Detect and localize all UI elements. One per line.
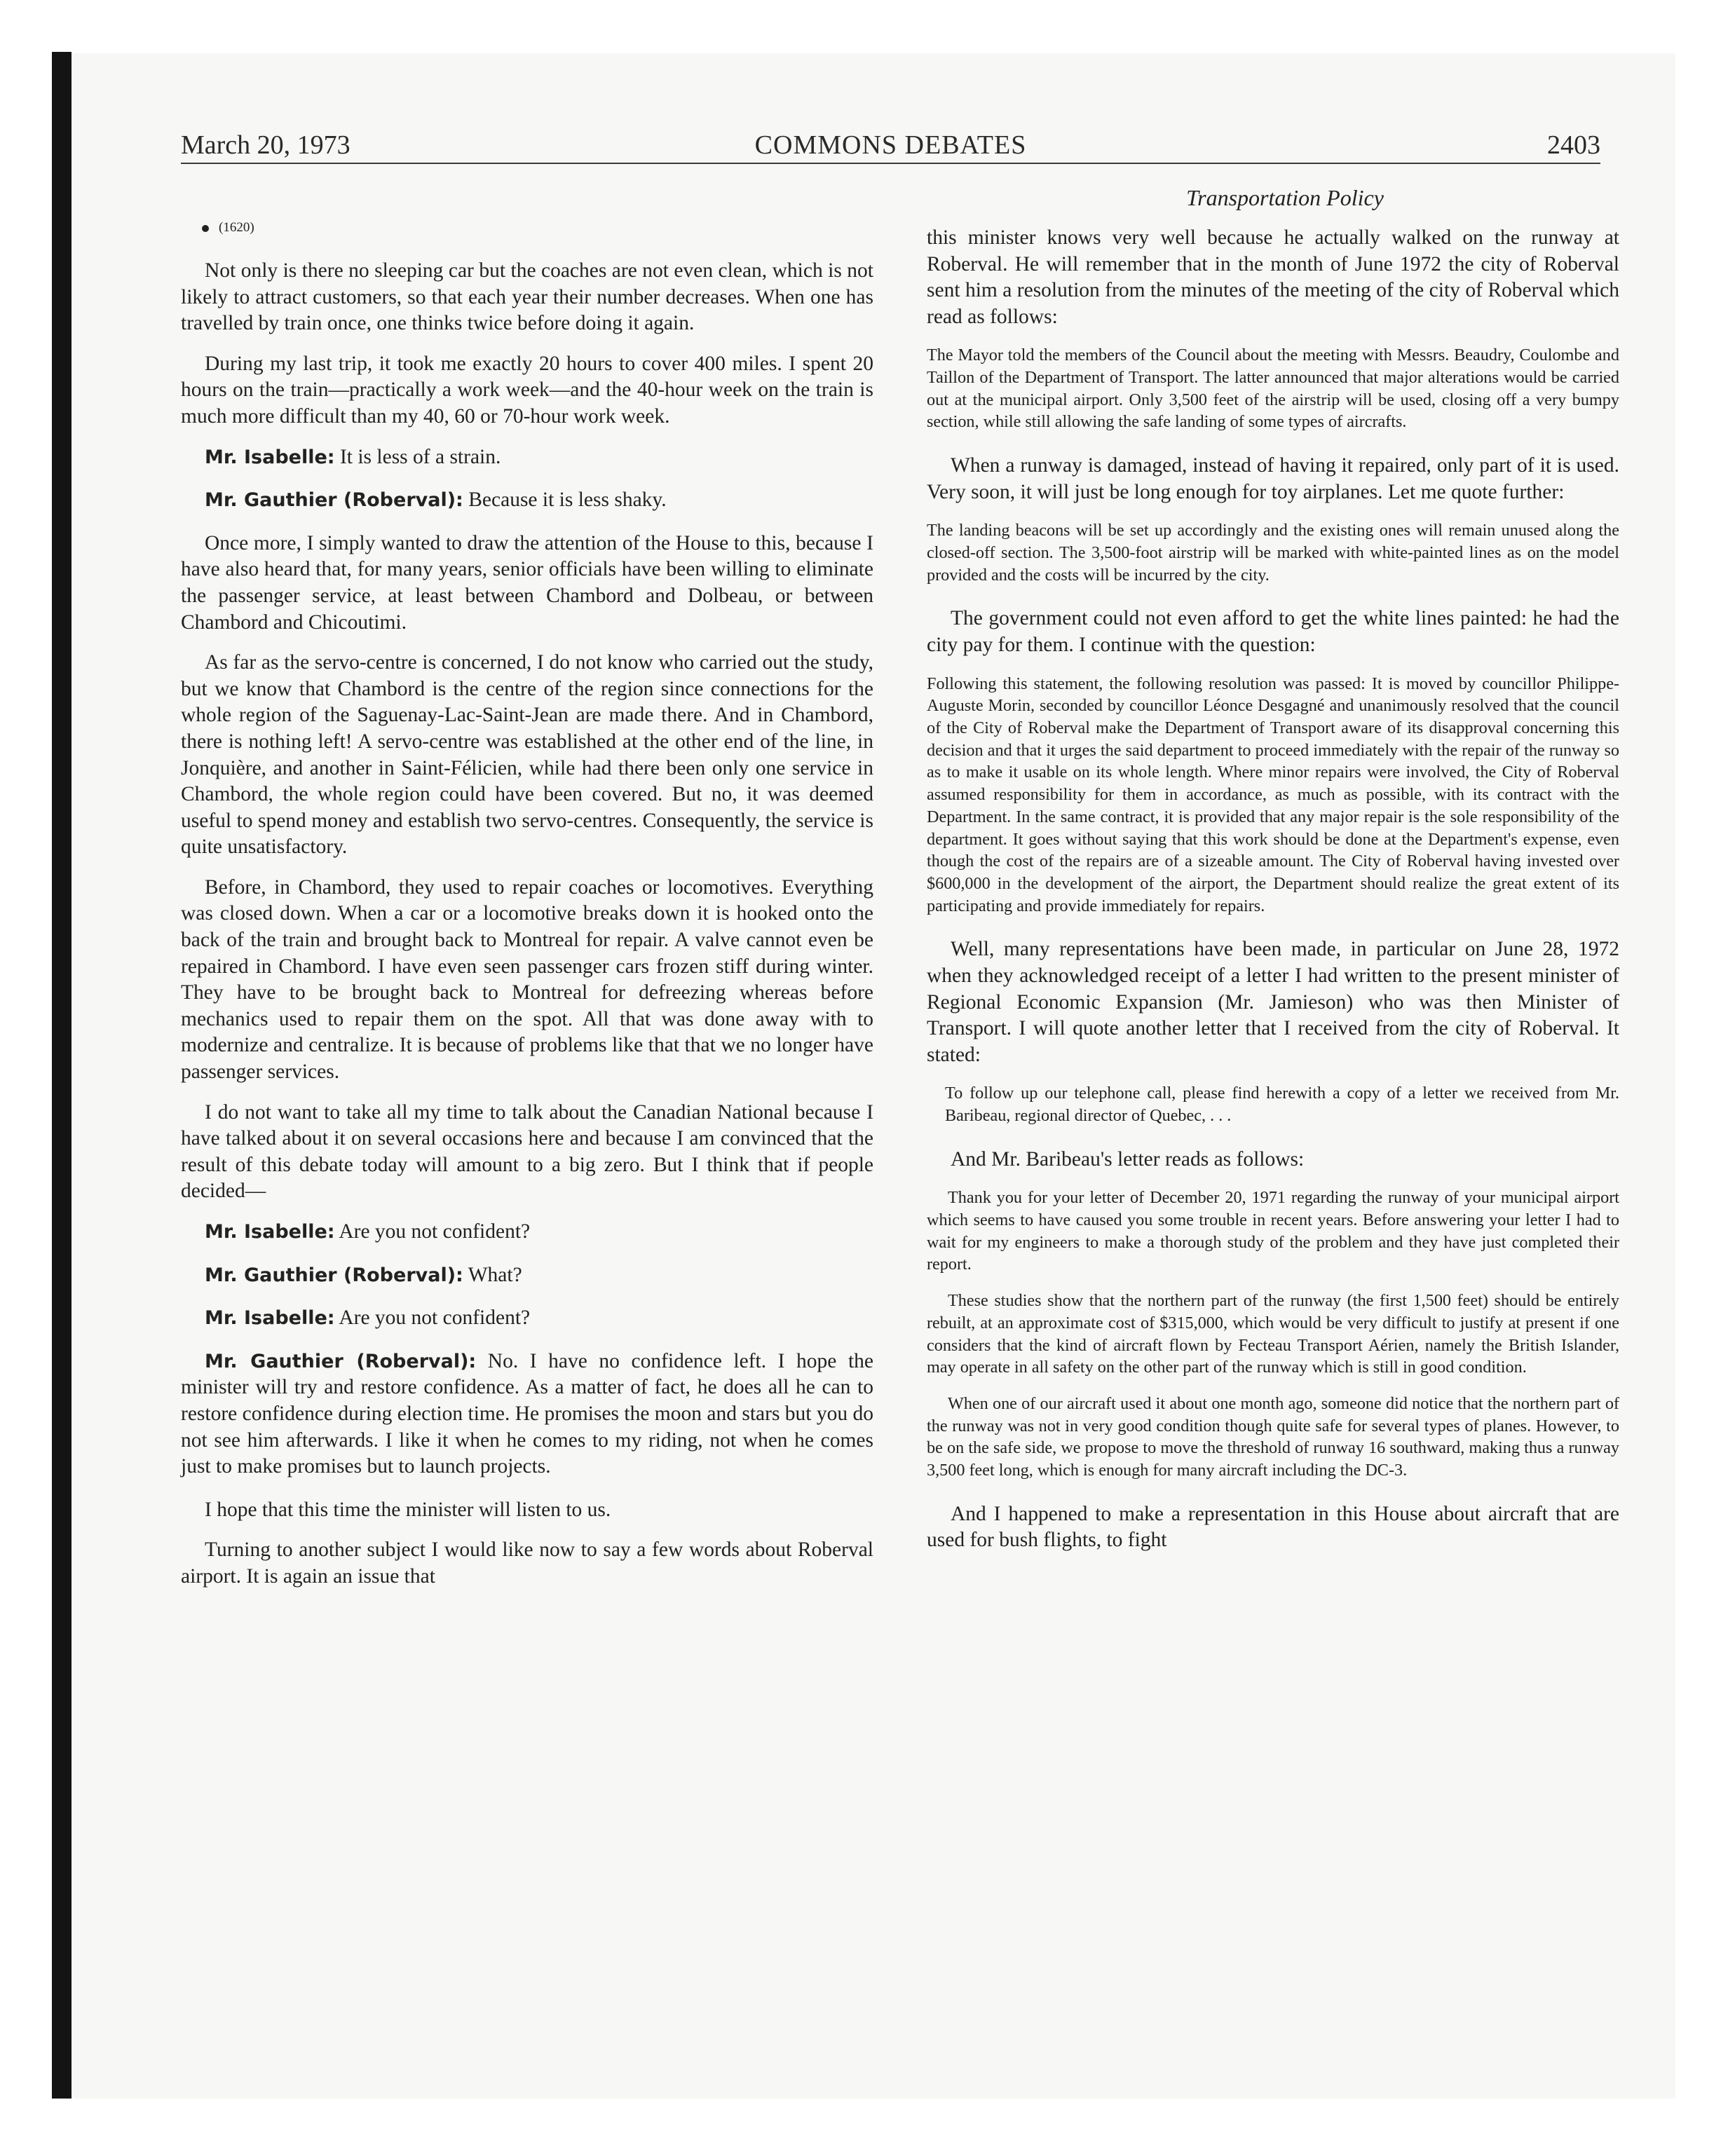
paragraph: Before, in Chambord, they used to repair coaches or locomotives. Everything was closed down. When a car or a locomotive breaks down it is hooked onto the back of the train and brought back to Montreal for repair. A valve cannot even be repaired in Chambord. I have even seen passenger cars frozen stiff during winter. They have to be brought back to Montreal for defreezing whereas before mechanics used to repair them on the spot. All that was done away with to modernize and centralize. It is because of problems like that that we no longer have passenger services.: [181, 875, 873, 1084]
quote-text: The Mayor told the members of the Council about the meeting with Messrs. Beaudry, Coulombe and Taillon of the Department of Transport. The latter announced that major alterations would be carried out at the municipal airport. Only 3,500 feet of the airstrip will be used, closing off a very bumpy section, while still allowing the safe landing of some types of aircrafts.: [927, 346, 1619, 432]
block-quote: [927, 344, 1619, 433]
interjection: [181, 1349, 873, 1480]
interjection: [181, 1262, 873, 1289]
header-rule: [181, 163, 1600, 164]
paragraph: And Mr. Baribeau's letter reads as follows:: [951, 1147, 1305, 1171]
paragraph: The government could not even afford to get the white lines painted: he had the city pay for them. I continue with the question:: [927, 607, 1619, 657]
paragraph: And I happened to make a representation in this House about aircraft that are used for bush flights, to fight: [927, 1502, 1619, 1552]
speech-text: What?: [463, 1263, 522, 1286]
quote-text: Thank you for your letter of December 20, 1971 regarding the runway of your municipal airport which seems to have caused you some trouble in recent years. Before answering your letter I had to wait for my engineers to make a thorough study of the problem and they have just completed their report.: [927, 1188, 1619, 1274]
block-quote: [945, 1082, 1619, 1126]
interjection: [181, 444, 873, 471]
bullet-icon: [202, 225, 209, 232]
speaker-name: Mr. Isabelle:: [205, 1221, 335, 1243]
paragraph: I do not want to take all my time to talk about the Canadian National because I have talked about it on several occasions here and because I am convinced that the result of this debate today will amount to a big zero. But I think that if people decided—: [181, 1100, 873, 1203]
interjection: [181, 487, 873, 514]
speaker-name: Mr. Gauthier (Roberval):: [205, 1264, 463, 1286]
section-title: Transportation Policy: [1186, 185, 1384, 210]
header-date: March 20, 1973: [181, 130, 351, 160]
quote-text: The landing beacons will be set up accordingly and the existing ones will remain unused along the closed-off section. The 3,500-foot airstrip will be marked with white-painted lines as on the model provided and the costs will be incurred by the city.: [927, 521, 1619, 585]
interjection: [181, 1219, 873, 1246]
paragraph: Not only is there no sleeping car but the coaches are not even clean, which is not likely to attract customers, so that each year their number decreases. When one has travelled by train once, one thinks twice before doing it again.: [181, 259, 873, 335]
quote-text: These studies show that the northern part of the runway (the first 1,500 feet) should be entirely rebuilt, at an approximate cost of $315,000, which would be very difficult to justify at present if one considers that the kind of aircraft flown by Fecteau Transport Aérien, namely the British Islander, may operate in all safety on the other part of the runway which is still in good condition.: [927, 1291, 1619, 1377]
paragraph: When a runway is damaged, instead of having it repaired, only part of it is used. Very soon, it will just be long enough for toy airplanes. Let me quote further:: [927, 454, 1619, 503]
paragraph: Well, many representations have been made, in particular on June 28, 1972 when they acknowledged receipt of a letter I had written to the present minister of Regional Economic Expansion (Mr. Jamieson) who was then Minister of Transport. I will quote another letter that I received from the city of Roberval. It stated:: [927, 938, 1619, 1066]
paragraph: Turning to another subject I would like now to say a few words about Roberval airport. It is again an issue that: [181, 1538, 873, 1588]
quote-text: Following this statement, the following resolution was passed: It is moved by councillor Philippe-Auguste Morin, seconded by councillor Léonce Desgagné and unanimously resolved that the council of the City of Roberval make the Department of Transport aware of its disapproval concerning this decision and that it urges the said department to proceed immediately with the repair of the runway so as to make it usable on its whole length. Where minor repairs were involved, the City of Roberval assumed responsibility for them in accordance, as much as possible, with its contract with the Department. In the same contract, it is provided that any major repair is the sole responsibility of the department. It goes without saying that this work should be done at the Department's expense, even though the cost of the repairs are of a sizeable amount. The City of Roberval having invested over $600,000 in the development of the airport, the Department should realize the great extent of its participating and provide immediately for repairs.: [927, 674, 1619, 915]
time-marker: [202, 219, 873, 237]
speaker-name: Mr. Gauthier (Roberval):: [205, 1350, 477, 1372]
paragraph: I hope that this time the minister will listen to us.: [205, 1498, 611, 1521]
speech-text: It is less of a strain.: [334, 445, 501, 468]
header-title: COMMONS DEBATES: [754, 130, 1027, 160]
quote-text: To follow up our telephone call, please find herewith a copy of a letter we received from Mr. Baribeau, regional director of Quebec, . . .: [945, 1084, 1619, 1126]
header-page-number: 2403: [1547, 130, 1600, 160]
speech-text: Are you not confident?: [334, 1306, 531, 1330]
paragraph: During my last trip, it took me exactly 20 hours to cover 400 miles. I spent 20 hours on the train—practically a work week—and the 40-hour week on the train is much more difficult than my 40, 60 or 70-hour work week.: [181, 352, 873, 428]
time-marker-text: (1620): [219, 220, 254, 235]
block-quote: [927, 519, 1619, 586]
paragraph: As far as the servo-centre is concerned, I do not know who carried out the study, but we know that Chambord is the centre of the region since connections for the whole region of the Saguenay-Lac-Saint-Jean are made there. And in Chambord, there is nothing left! A servo-centre was established at the other end of the line, in Jonquière, and another in Saint-Félicien, while had there been only one service in Chambord, the whole region could have been covered. But no, it was deemed useful to spend money and establish two servo-centres. Consequently, the service is quite unsatisfactory.: [181, 651, 873, 859]
speaker-name: Mr. Isabelle:: [205, 446, 335, 468]
speech-text: No. I have no confidence left. I hope the minister will try and restore confidence. As a matter of fact, he does all he can to restore confidence during election time. He promises the moon and stars but you do not see him afterwards. I like it when he comes to my riding, not when he comes just to make promises but to launch projects.: [181, 1349, 873, 1478]
page-header: [181, 130, 1600, 163]
scan-edge: [52, 52, 72, 2099]
left-column: [181, 219, 873, 1604]
right-column: [927, 184, 1619, 1568]
block-quote: [927, 1187, 1619, 1481]
paragraph: Once more, I simply wanted to draw the attention of the House to this, because I have also heard that, for many years, senior officials have been willing to eliminate the passenger service, at least between Chambord and Dolbeau, or between Chambord and Chicoutimi.: [181, 531, 873, 634]
speech-text: Because it is less shaky.: [463, 489, 667, 512]
paragraph: this minister knows very well because he actually walked on the runway at Roberval. He will remember that in the month of June 1972 the city of Roberval sent him a resolution from the minutes of the meeting of the city of Roberval which read as follows:: [927, 226, 1619, 328]
block-quote: [927, 673, 1619, 917]
speech-text: Are you not confident?: [334, 1220, 531, 1243]
speaker-name: Mr. Gauthier (Roberval):: [205, 489, 463, 512]
interjection: [181, 1305, 873, 1332]
quote-text: When one of our aircraft used it about one month ago, someone did notice that the northern part of the runway was not in very good condition though quite safe for several types of planes. However, to be on the safe side, we propose to move the threshold of runway 16 southward, making thus a runway 3,500 feet long, which is enough for many aircraft including the DC-3.: [927, 1394, 1619, 1480]
speaker-name: Mr. Isabelle:: [205, 1307, 335, 1330]
